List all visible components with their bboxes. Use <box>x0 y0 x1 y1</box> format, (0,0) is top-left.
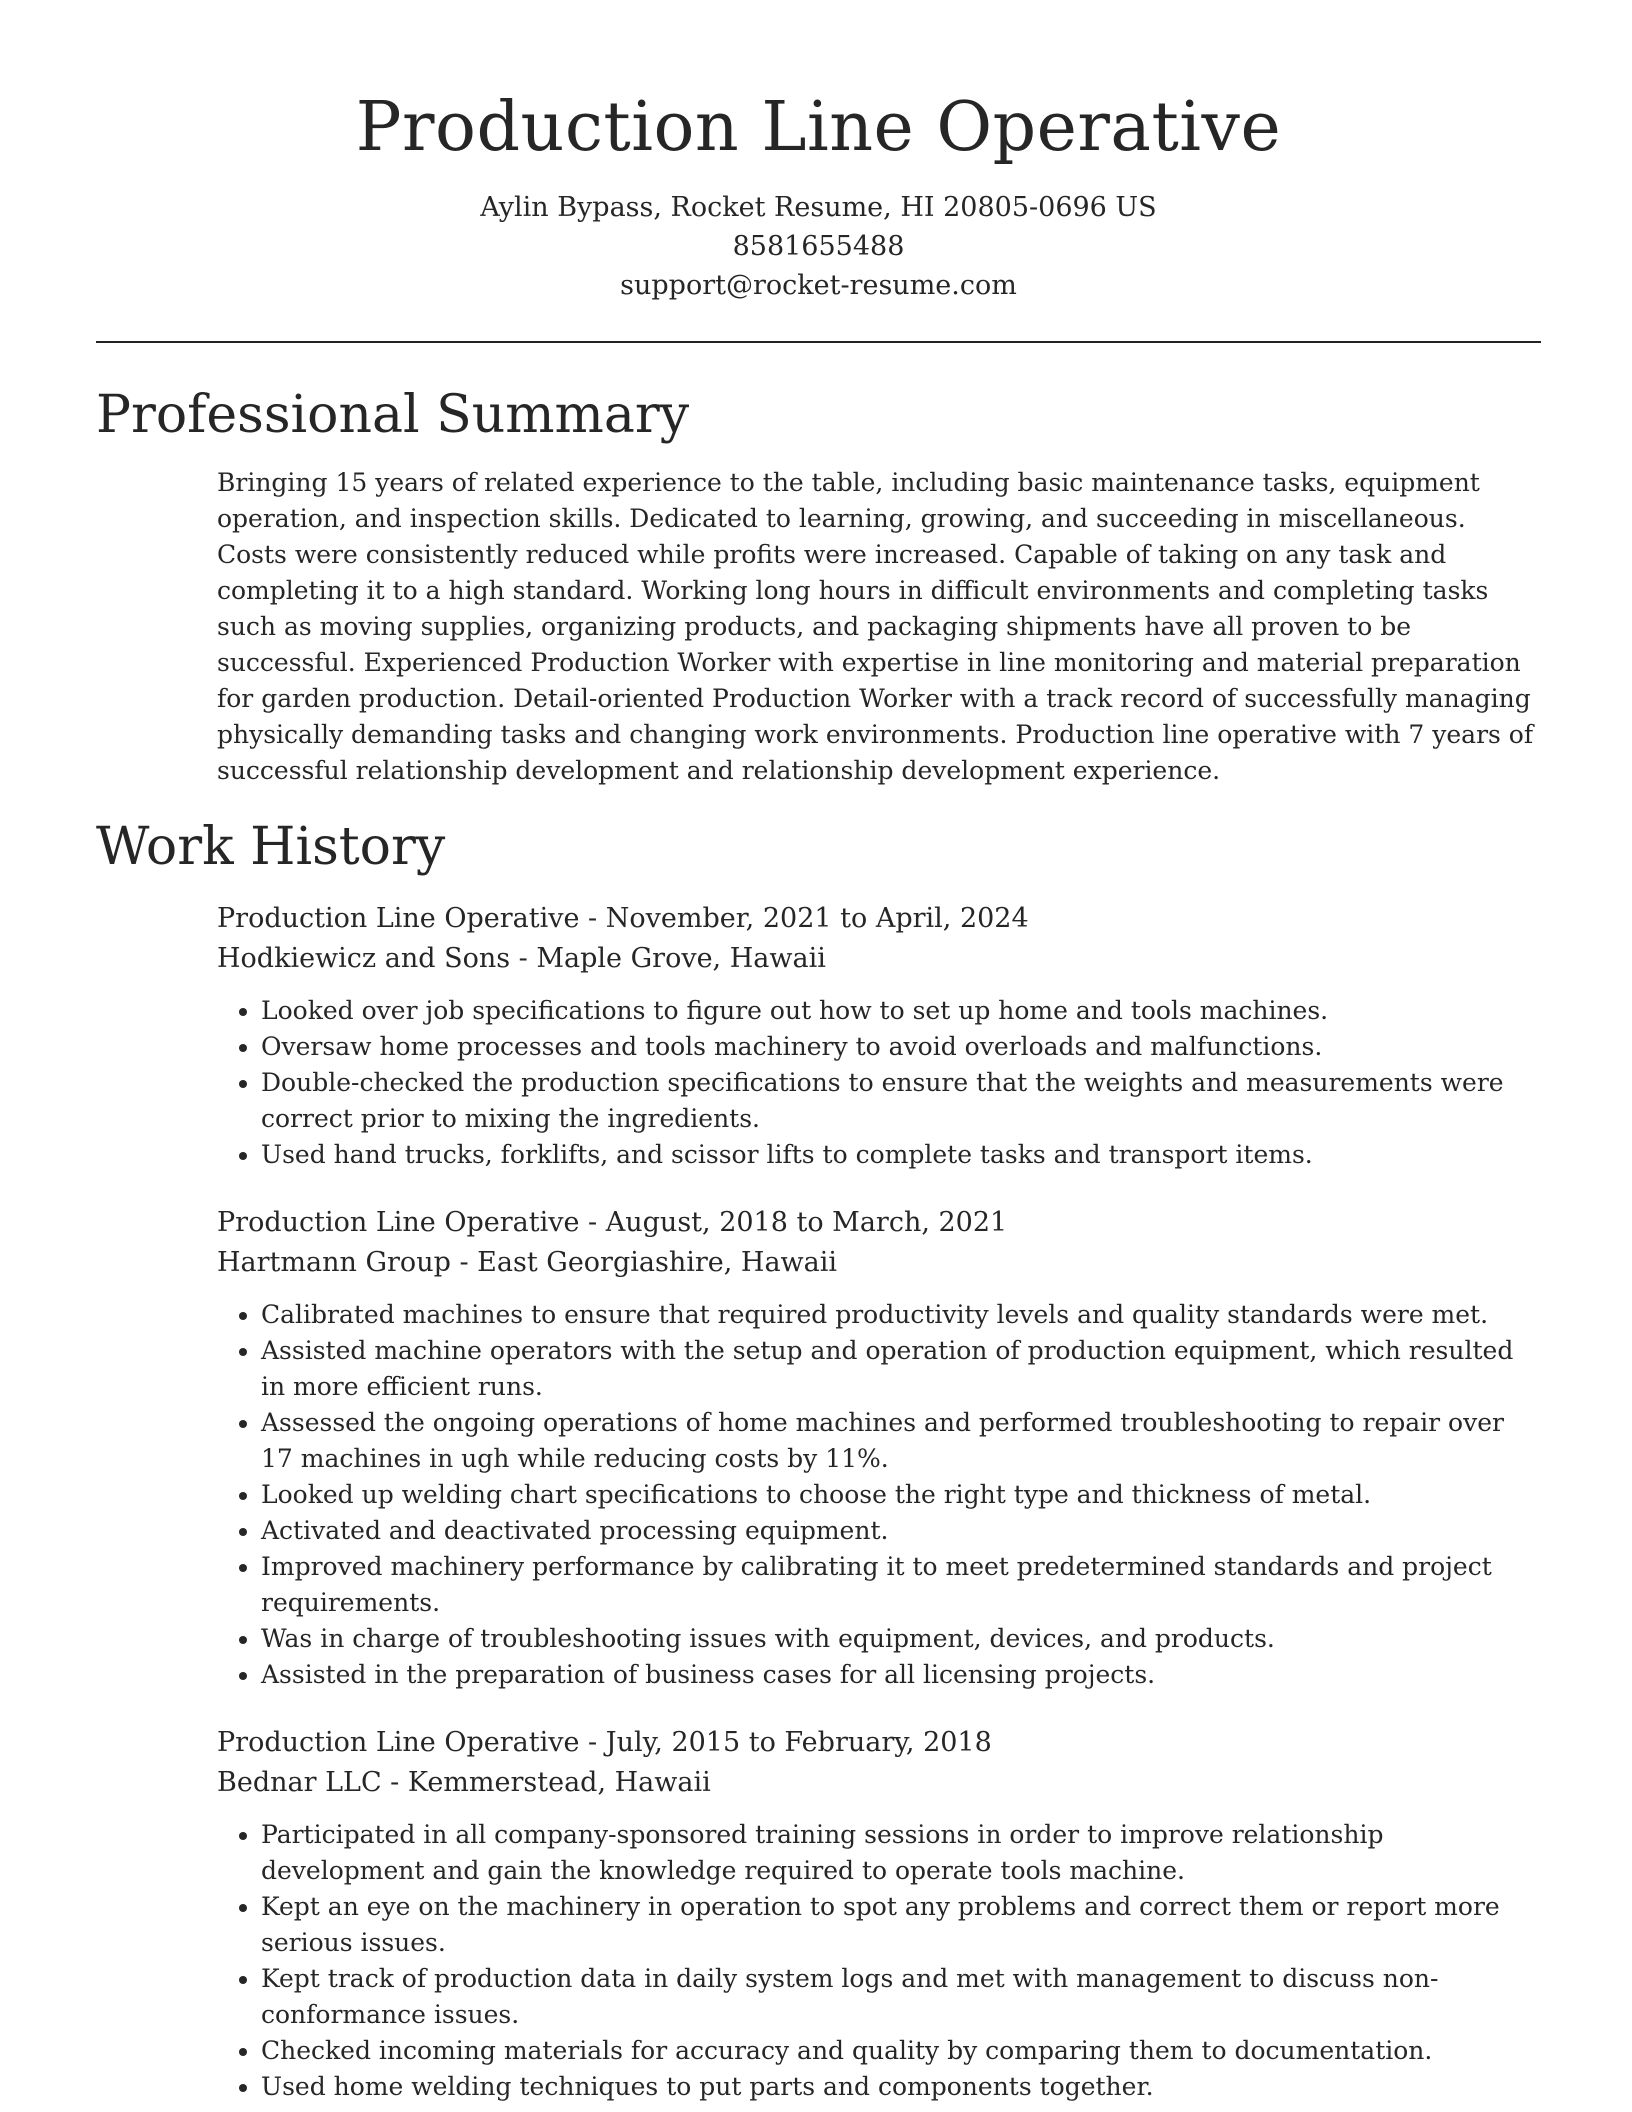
job-bullets <box>217 1817 1541 2105</box>
summary-text: Bringing 15 years of related experience to the table, including basic maintenance tasks, equipment operation, and inspection skills. Dedicated to learning, growing, and succeeding in miscellaneous. Costs were consistently reduced while profits were increased. Capable of taking on any task and completing it to a high standard. Working long hours in difficult environments and completing tasks such as moving supplies, organizing products, and packaging shipments have all proven to be successful. Experienced Production Worker with expertise in line monitoring and material preparation for garden production. Detail-oriented Production Worker with a track record of successfully managing physically demanding tasks and changing work environments. Production line operative with 7 years of successful relationship development and relationship development experience. <box>217 468 1534 785</box>
job-bullet: • Looked over job specifications to figure out how to set up home and tools machines. <box>261 993 1541 1029</box>
job-company-location: Hodkiewicz and Sons - Maple Grove, Hawaii <box>217 943 826 974</box>
contact-email: support@rocket-resume.com <box>620 270 1017 301</box>
header-divider <box>96 341 1541 343</box>
job-company-location: Hartmann Group - East Georgiashire, Hawaii <box>217 1247 838 1278</box>
job-bullet: • Activated and deactivated processing equipment. <box>261 1513 1541 1549</box>
job-bullet: • Kept track of production data in daily system logs and met with management to discuss non-conformance issues. <box>261 1961 1541 2033</box>
job-title-dates: Production Line Operative - November, 2021 to April, 2024 <box>217 903 1029 934</box>
job-bullet: • Assessed the ongoing operations of home machines and performed troubleshooting to repair over 17 machines in ugh while reducing costs by 11%. <box>261 1405 1541 1477</box>
job-bullets <box>217 1297 1541 1693</box>
job-bullet: • Used hand trucks, forklifts, and scissor lifts to complete tasks and transport items. <box>261 1137 1541 1173</box>
job-bullet: • Calibrated machines to ensure that required productivity levels and quality standards were met. <box>261 1297 1541 1333</box>
job-bullet: • Used home welding techniques to put parts and components together. <box>261 2069 1541 2105</box>
job-entry <box>217 1723 1541 2105</box>
job-bullet: • Checked incoming materials for accuracy and quality by comparing them to documentation. <box>261 2033 1541 2069</box>
job-bullet: • Double-checked the production specifications to ensure that the weights and measurements were correct prior to mixing the ingredients. <box>261 1065 1541 1137</box>
job-bullet: • Was in charge of troubleshooting issues with equipment, devices, and products. <box>261 1621 1541 1657</box>
job-entry <box>217 1203 1541 1693</box>
work-history-heading: Work History <box>96 817 446 877</box>
contact-block <box>96 188 1541 305</box>
resume-name: Production Line Operative <box>355 88 1282 167</box>
job-bullet: • Kept an eye on the machinery in operation to spot any problems and correct them or report more serious issues. <box>261 1889 1541 1961</box>
job-bullet: • Participated in all company-sponsored training sessions in order to improve relationship development and gain the knowledge required to operate tools machine. <box>261 1817 1541 1889</box>
job-company-location: Bednar LLC - Kemmerstead, Hawaii <box>217 1767 711 1798</box>
job-title-dates: Production Line Operative - July, 2015 to February, 2018 <box>217 1727 992 1758</box>
job-bullet: • Looked up welding chart specifications to choose the right type and thickness of metal. <box>261 1477 1541 1513</box>
resume-page <box>96 0 1541 2105</box>
job-bullet: • Assisted machine operators with the setup and operation of production equipment, which resulted in more efficient runs. <box>261 1333 1541 1405</box>
contact-phone: 8581655488 <box>732 231 905 262</box>
contact-address: Aylin Bypass, Rocket Resume, HI 20805-0696 US <box>480 192 1157 223</box>
job-entry <box>217 899 1541 1173</box>
job-bullets <box>217 993 1541 1173</box>
job-bullet: • Improved machinery performance by calibrating it to meet predetermined standards and project requirements. <box>261 1549 1541 1621</box>
summary-heading: Professional Summary <box>96 385 690 445</box>
job-title-dates: Production Line Operative - August, 2018 to March, 2021 <box>217 1207 1008 1238</box>
job-bullet: • Assisted in the preparation of business cases for all licensing projects. <box>261 1657 1541 1693</box>
job-bullet: • Oversaw home processes and tools machinery to avoid overloads and malfunctions. <box>261 1029 1541 1065</box>
